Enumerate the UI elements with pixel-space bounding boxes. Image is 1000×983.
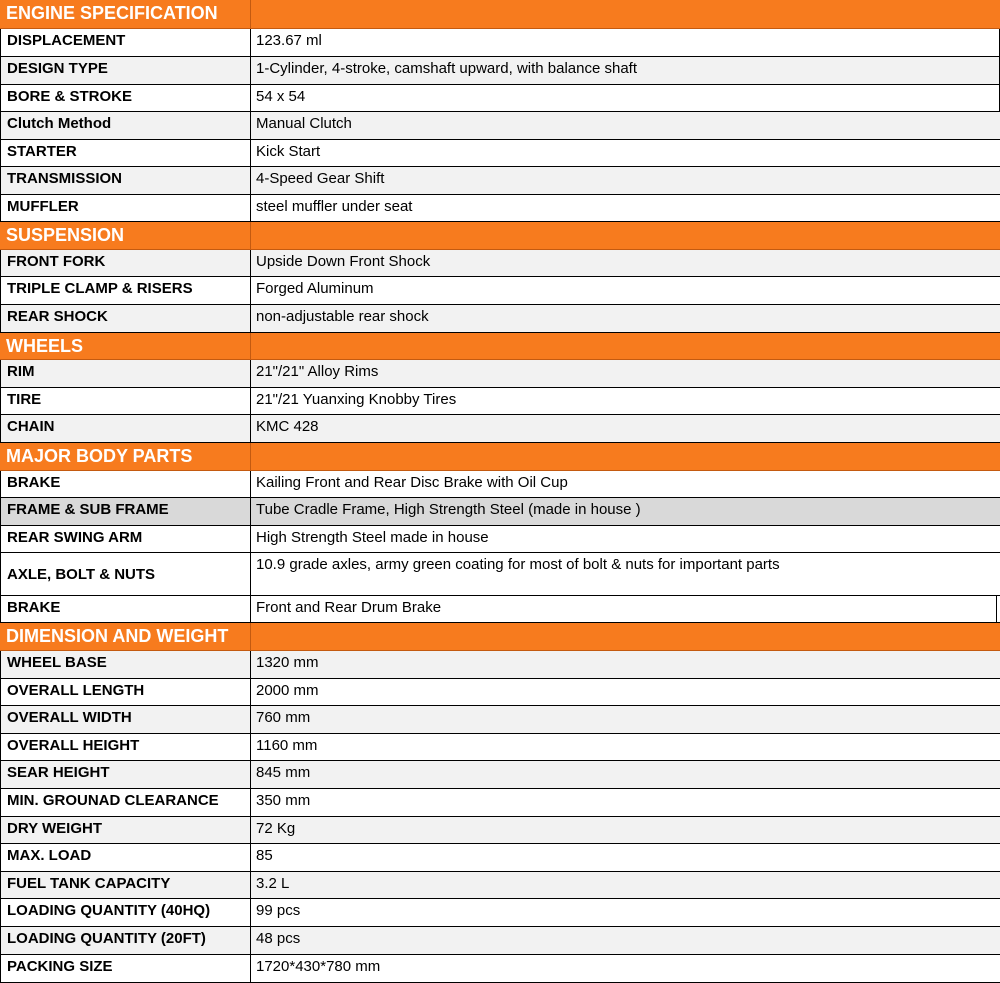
spec-value: Kailing Front and Rear Disc Brake with Oil Cup bbox=[256, 474, 568, 491]
section-header-wheels bbox=[0, 333, 1000, 360]
spec-value: 123.67 ml bbox=[251, 29, 1000, 56]
spec-label: BRAKE bbox=[0, 596, 251, 622]
table-row bbox=[0, 360, 1000, 388]
spec-label: DESIGN TYPE bbox=[0, 57, 251, 84]
table-row bbox=[0, 734, 1000, 761]
table-row bbox=[0, 415, 1000, 443]
table-row bbox=[0, 553, 1000, 596]
spec-label: MIN. GROUNAD CLEARANCE bbox=[0, 789, 251, 816]
spec-value: 4-Speed Gear Shift bbox=[256, 170, 385, 187]
spec-label: LOADING QUANTITY (40HQ) bbox=[0, 899, 251, 926]
section-header-body-parts bbox=[0, 443, 1000, 471]
spec-value: 3.2 L bbox=[256, 875, 290, 892]
spec-value: High Strength Steel made in house bbox=[256, 529, 489, 546]
spec-value: 2000 mm bbox=[256, 682, 319, 699]
table-row bbox=[0, 706, 1000, 734]
table-row bbox=[0, 388, 1000, 415]
spec-value: 350 mm bbox=[256, 792, 311, 809]
table-row bbox=[0, 167, 1000, 195]
table-row bbox=[0, 112, 1000, 140]
spec-value: 21"/21" Alloy Rims bbox=[256, 363, 379, 380]
spec-value: Kick Start bbox=[256, 143, 321, 160]
table-row bbox=[0, 872, 1000, 899]
table-row bbox=[0, 899, 1000, 927]
table-row bbox=[0, 305, 1000, 333]
spec-label: OVERALL HEIGHT bbox=[0, 734, 251, 760]
table-row bbox=[0, 817, 1000, 844]
table-row bbox=[0, 789, 1000, 817]
table-row bbox=[0, 85, 1000, 112]
section-header-dimension bbox=[0, 623, 1000, 651]
spec-label: REAR SWING ARM bbox=[0, 526, 251, 552]
table-row bbox=[0, 140, 1000, 167]
spec-label: MAX. LOAD bbox=[0, 844, 251, 871]
spec-value: 85 bbox=[256, 847, 273, 864]
spec-value: non-adjustable rear shock bbox=[256, 308, 429, 325]
spec-value: 1320 mm bbox=[256, 654, 319, 671]
spec-label: FRONT FORK bbox=[0, 250, 251, 276]
spec-label: Clutch Method bbox=[0, 112, 251, 139]
section-header-engine bbox=[0, 0, 1000, 29]
spec-label: REAR SHOCK bbox=[0, 305, 251, 332]
spec-value: 48 pcs bbox=[256, 930, 301, 947]
table-row bbox=[0, 955, 1000, 983]
spec-label: TRIPLE CLAMP & RISERS bbox=[0, 277, 251, 304]
table-row bbox=[0, 29, 1000, 57]
spec-label: LOADING QUANTITY (20FT) bbox=[0, 927, 251, 954]
spec-label: SEAR HEIGHT bbox=[0, 761, 251, 788]
table-row bbox=[0, 679, 1000, 706]
table-row bbox=[0, 57, 1000, 85]
table-row bbox=[0, 651, 1000, 679]
spec-value: Front and Rear Drum Brake bbox=[251, 596, 997, 622]
spec-value: steel muffler under seat bbox=[256, 198, 413, 215]
spec-label: OVERALL WIDTH bbox=[0, 706, 251, 733]
table-row bbox=[0, 498, 1000, 526]
table-row bbox=[0, 526, 1000, 553]
spec-label: AXLE, BOLT & NUTS bbox=[0, 553, 251, 595]
table-row bbox=[0, 927, 1000, 955]
spec-label: TRANSMISSION bbox=[0, 167, 251, 194]
spec-label: FUEL TANK CAPACITY bbox=[0, 872, 251, 898]
spec-value: 10.9 grade axles, army green coating for most of bolt & nuts for important parts bbox=[256, 556, 780, 573]
section-title: ENGINE SPECIFICATION bbox=[0, 0, 251, 28]
spec-label: STARTER bbox=[0, 140, 251, 166]
section-header-suspension bbox=[0, 222, 1000, 250]
table-row bbox=[0, 471, 1000, 498]
spec-label: OVERALL LENGTH bbox=[0, 679, 251, 705]
section-title: SUSPENSION bbox=[0, 222, 251, 249]
table-row bbox=[0, 250, 1000, 277]
spec-label: DISPLACEMENT bbox=[0, 29, 251, 56]
section-title: WHEELS bbox=[0, 333, 251, 359]
spec-value: 21"/21 Yuanxing Knobby Tires bbox=[256, 391, 457, 408]
spec-value: 1720*430*780 mm bbox=[256, 958, 381, 975]
spec-value: Manual Clutch bbox=[256, 115, 352, 132]
spec-label: BORE & STROKE bbox=[0, 85, 251, 111]
spec-value: KMC 428 bbox=[256, 418, 319, 435]
spec-value: Upside Down Front Shock bbox=[256, 253, 431, 270]
section-title: DIMENSION AND WEIGHT bbox=[0, 623, 251, 650]
spec-label: TIRE bbox=[0, 388, 251, 414]
spec-value: Tube Cradle Frame, High Strength Steel (made in house ) bbox=[256, 501, 641, 518]
spec-label: PACKING SIZE bbox=[0, 955, 251, 982]
spec-value: Forged Aluminum bbox=[256, 280, 374, 297]
section-title: MAJOR BODY PARTS bbox=[0, 443, 251, 470]
spec-value: 54 x 54 bbox=[251, 85, 1000, 111]
spec-label: DRY WEIGHT bbox=[0, 817, 251, 843]
spec-value: 760 mm bbox=[256, 709, 311, 726]
spec-label: FRAME & SUB FRAME bbox=[0, 498, 251, 525]
table-row bbox=[0, 195, 1000, 222]
spec-label: MUFFLER bbox=[0, 195, 251, 221]
table-row bbox=[0, 844, 1000, 872]
spec-value: 845 mm bbox=[256, 764, 311, 781]
spec-value: 72 Kg bbox=[256, 820, 296, 837]
spec-label: CHAIN bbox=[0, 415, 251, 442]
spec-value: 99 pcs bbox=[256, 902, 301, 919]
spec-label: WHEEL BASE bbox=[0, 651, 251, 678]
table-row bbox=[0, 277, 1000, 305]
spec-value: 1160 mm bbox=[256, 737, 318, 754]
table-row bbox=[0, 596, 1000, 623]
spec-value: 1-Cylinder, 4-stroke, camshaft upward, with balance shaft bbox=[251, 57, 1000, 84]
spec-label: BRAKE bbox=[0, 471, 251, 497]
table-row bbox=[0, 761, 1000, 789]
spec-label: RIM bbox=[0, 360, 251, 387]
